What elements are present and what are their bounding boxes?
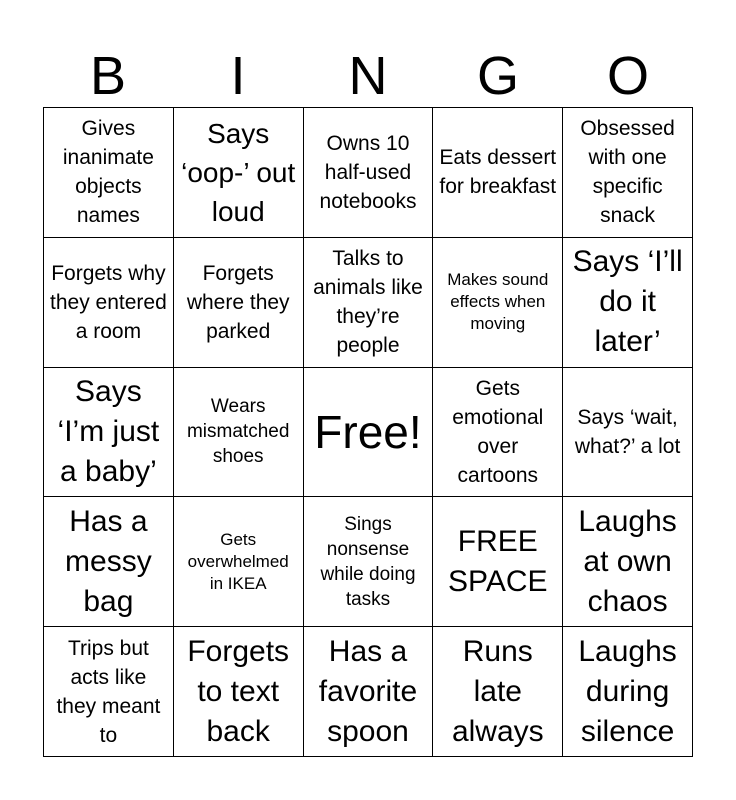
cell-text: Wears mismatched shoes xyxy=(186,396,290,468)
bingo-cell[interactable] xyxy=(44,368,174,498)
header-letter-o: O xyxy=(606,46,649,106)
bingo-cell[interactable] xyxy=(563,368,693,498)
bingo-cell[interactable] xyxy=(563,627,693,757)
bingo-cell[interactable] xyxy=(174,368,304,498)
header-letter-g: G xyxy=(476,46,519,106)
cell-text: Talks to animals like they’re people xyxy=(313,247,423,358)
bingo-cell[interactable] xyxy=(44,627,174,757)
cell-text: Forgets to text back xyxy=(187,634,290,748)
bingo-cell[interactable] xyxy=(174,238,304,368)
bingo-cell[interactable] xyxy=(174,497,304,627)
bingo-cell[interactable] xyxy=(433,627,563,757)
cell-text: Sings nonsense while doing tasks xyxy=(320,513,416,610)
bingo-cell[interactable] xyxy=(44,108,174,238)
bingo-cell[interactable] xyxy=(563,497,693,627)
cell-text: Obsessed with one specific snack xyxy=(580,117,675,228)
bingo-cell[interactable] xyxy=(304,497,434,627)
cell-text: Has a messy bag xyxy=(65,504,152,618)
free-cell[interactable] xyxy=(304,368,434,498)
cell-text: Gives inanimate objects names xyxy=(62,117,154,228)
cell-text: Says ‘I’ll do it later’ xyxy=(572,245,683,359)
header-letter-n: N xyxy=(348,46,388,106)
cell-text: Runs late always xyxy=(451,634,544,748)
cell-text: Forgets why they entered a room xyxy=(50,261,167,343)
bingo-cell[interactable] xyxy=(44,238,174,368)
bingo-cell[interactable] xyxy=(563,108,693,238)
header-letter-i: I xyxy=(230,46,246,106)
bingo-grid xyxy=(43,107,693,757)
header-letter-b: B xyxy=(89,46,127,106)
cell-text: Says ‘wait, what?’ a lot xyxy=(574,405,681,458)
bingo-cell[interactable] xyxy=(433,238,563,368)
cell-text: Makes sound effects when moving xyxy=(447,270,549,334)
cell-text: Says ‘oop-’ out loud xyxy=(181,117,296,227)
cell-text: Forgets where they parked xyxy=(186,261,290,343)
bingo-header xyxy=(43,44,693,108)
bingo-cell[interactable] xyxy=(433,108,563,238)
bingo-cell[interactable] xyxy=(563,238,693,368)
cell-text: Gets overwhelmed in IKEA xyxy=(187,529,289,593)
cell-text: FREE SPACE xyxy=(448,524,548,598)
cell-text: Gets emotional over cartoons xyxy=(452,376,544,487)
cell-text: Says ‘I’m just a baby’ xyxy=(57,374,160,488)
cell-text: Eats dessert for breakfast xyxy=(439,146,557,199)
bingo-cell[interactable] xyxy=(433,368,563,498)
cell-text: Owns 10 half-used notebooks xyxy=(319,131,417,213)
cell-text: Free! xyxy=(314,405,422,458)
bingo-cell[interactable] xyxy=(174,627,304,757)
bingo-cell[interactable] xyxy=(304,627,434,757)
bingo-cell[interactable] xyxy=(433,497,563,627)
bingo-cell[interactable] xyxy=(174,108,304,238)
bingo-cell[interactable] xyxy=(304,108,434,238)
bingo-cell[interactable] xyxy=(304,238,434,368)
cell-text: Has a favorite spoon xyxy=(318,634,418,748)
bingo-cell[interactable] xyxy=(44,497,174,627)
cell-text: Laughs at own chaos xyxy=(578,504,677,618)
cell-text: Trips but acts like they meant to xyxy=(56,636,161,747)
cell-text: Laughs during silence xyxy=(578,634,677,748)
